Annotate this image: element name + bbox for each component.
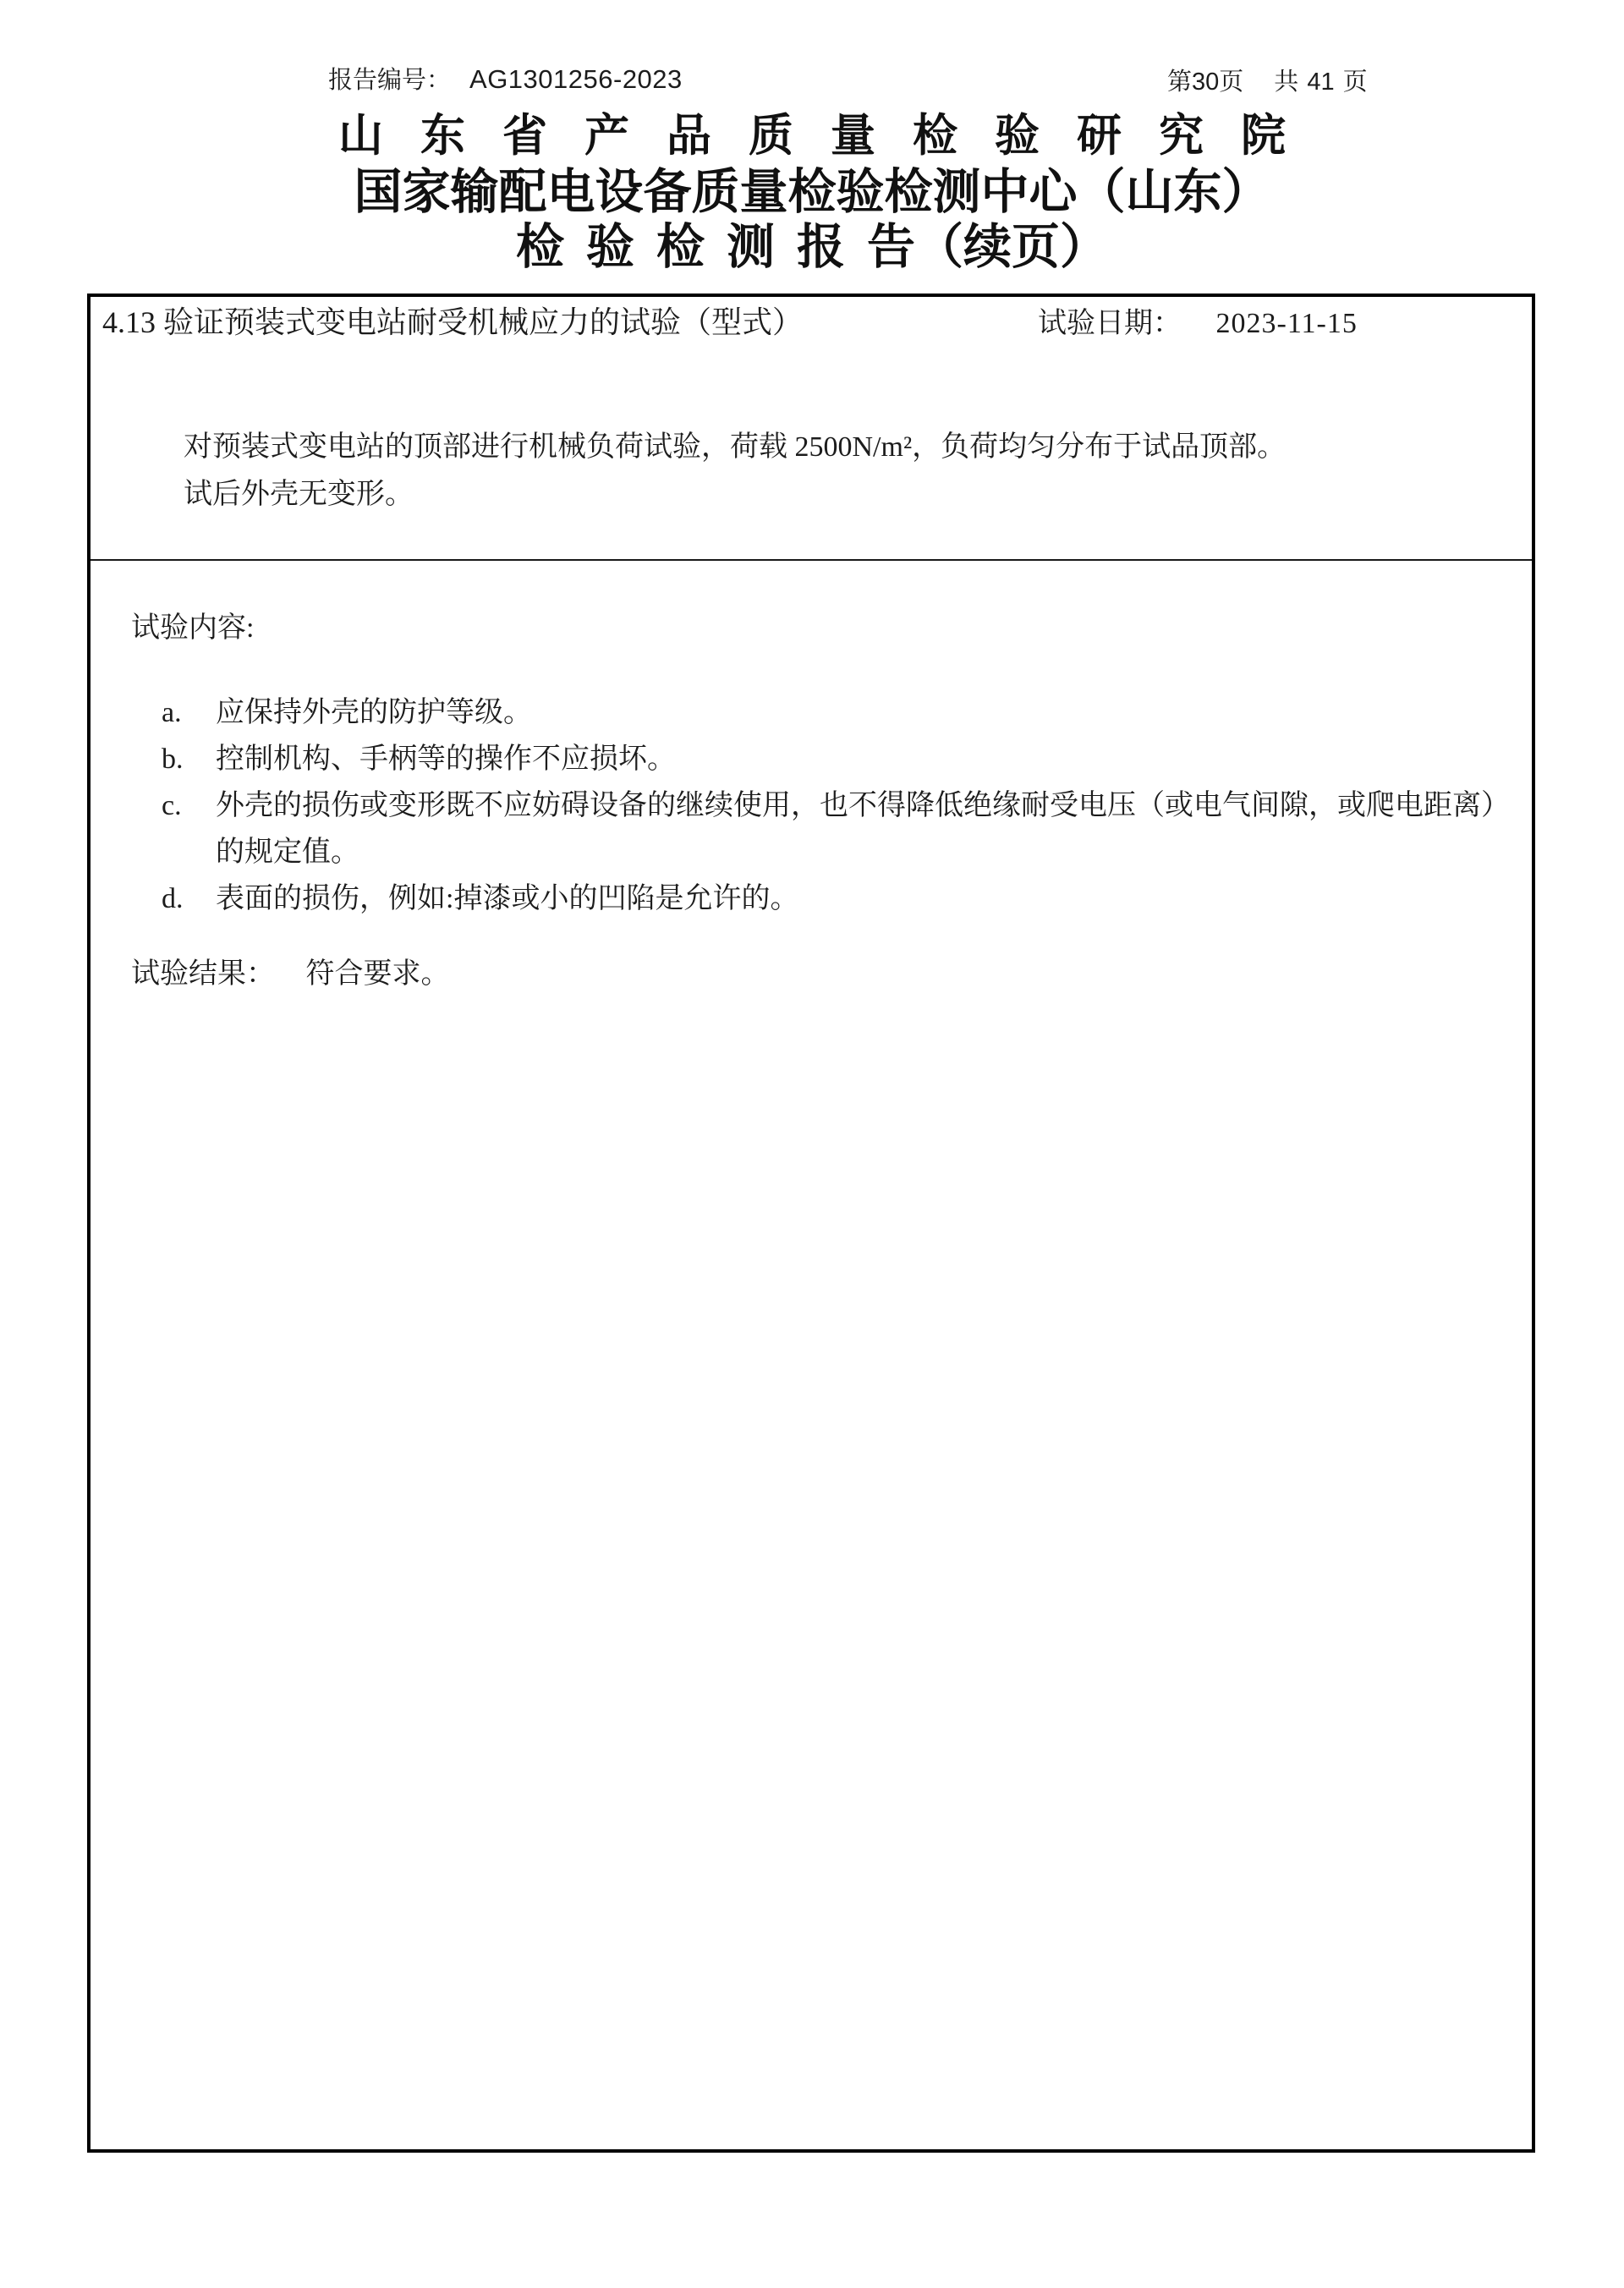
institution-name <box>0 108 1624 164</box>
test-content-item <box>162 782 1512 875</box>
institution-name-text: 山东省产品质量检验研究院 <box>338 112 1323 161</box>
test-date-row <box>1038 305 1358 343</box>
test-summary <box>184 424 1452 519</box>
page-total-unit: 页 <box>1342 69 1368 96</box>
test-summary-line1: 对预装式变电站的顶部进行机械负荷试验，荷载 2500N/m²，负荷均匀分布于试品顶部。 <box>184 431 1287 463</box>
item-text: 表面的损伤，例如:掉漆或小的凹陷是允许的。 <box>216 883 799 914</box>
test-content-label: 试验内容: <box>131 612 255 644</box>
test-result-row <box>131 956 450 993</box>
page-total-value: 41 <box>1307 69 1335 96</box>
test-result-label: 试验结果： <box>131 958 275 990</box>
test-content-list <box>162 689 1512 922</box>
page-number-row <box>1167 63 1368 97</box>
report-content-box <box>87 294 1535 2153</box>
item-marker: d. <box>162 883 184 914</box>
report-title-main: 检验检测报告 <box>516 221 937 274</box>
test-content-item <box>162 689 1512 736</box>
report-number-row <box>328 61 683 96</box>
item-marker: a. <box>162 697 182 728</box>
report-title-suffix: （续页） <box>915 221 1108 274</box>
section-divider <box>91 559 1532 561</box>
page-no-current: 30 <box>1192 69 1220 96</box>
item-text: 外壳的损伤或变形既不应妨碍设备的继续使用，也不得降低绝缘耐受电压（或电气间隙，或爬电距离）的规定值。 <box>216 790 1510 868</box>
test-content-item <box>162 736 1512 782</box>
test-content-item <box>162 875 1512 922</box>
report-number-value: AG1301256-2023 <box>469 64 683 94</box>
item-text: 控制机构、手柄等的操作不应损坏。 <box>216 743 676 775</box>
page-total-prefix: 共 <box>1274 69 1299 96</box>
title-block <box>0 108 1624 274</box>
item-marker: b. <box>162 743 184 775</box>
item-marker: c. <box>162 790 182 821</box>
test-date-label: 试验日期： <box>1038 308 1182 339</box>
page-no-unit: 页 <box>1219 69 1244 96</box>
item-text: 应保持外壳的防护等级。 <box>216 697 532 728</box>
page-no-prefix: 第 <box>1167 69 1193 96</box>
report-number-label: 报告编号： <box>328 67 452 94</box>
test-result-value: 符合要求。 <box>305 958 450 990</box>
report-title <box>0 222 1624 274</box>
test-date-value: 2023-11-15 <box>1215 308 1358 339</box>
center-name: 国家输配电设备质量检验检测中心（山东） <box>354 166 1270 219</box>
section-title: 4.13 验证预装式变电站耐受机械应力的试验（型式） <box>102 305 804 339</box>
test-summary-line2: 试后外壳无变形。 <box>184 479 414 510</box>
